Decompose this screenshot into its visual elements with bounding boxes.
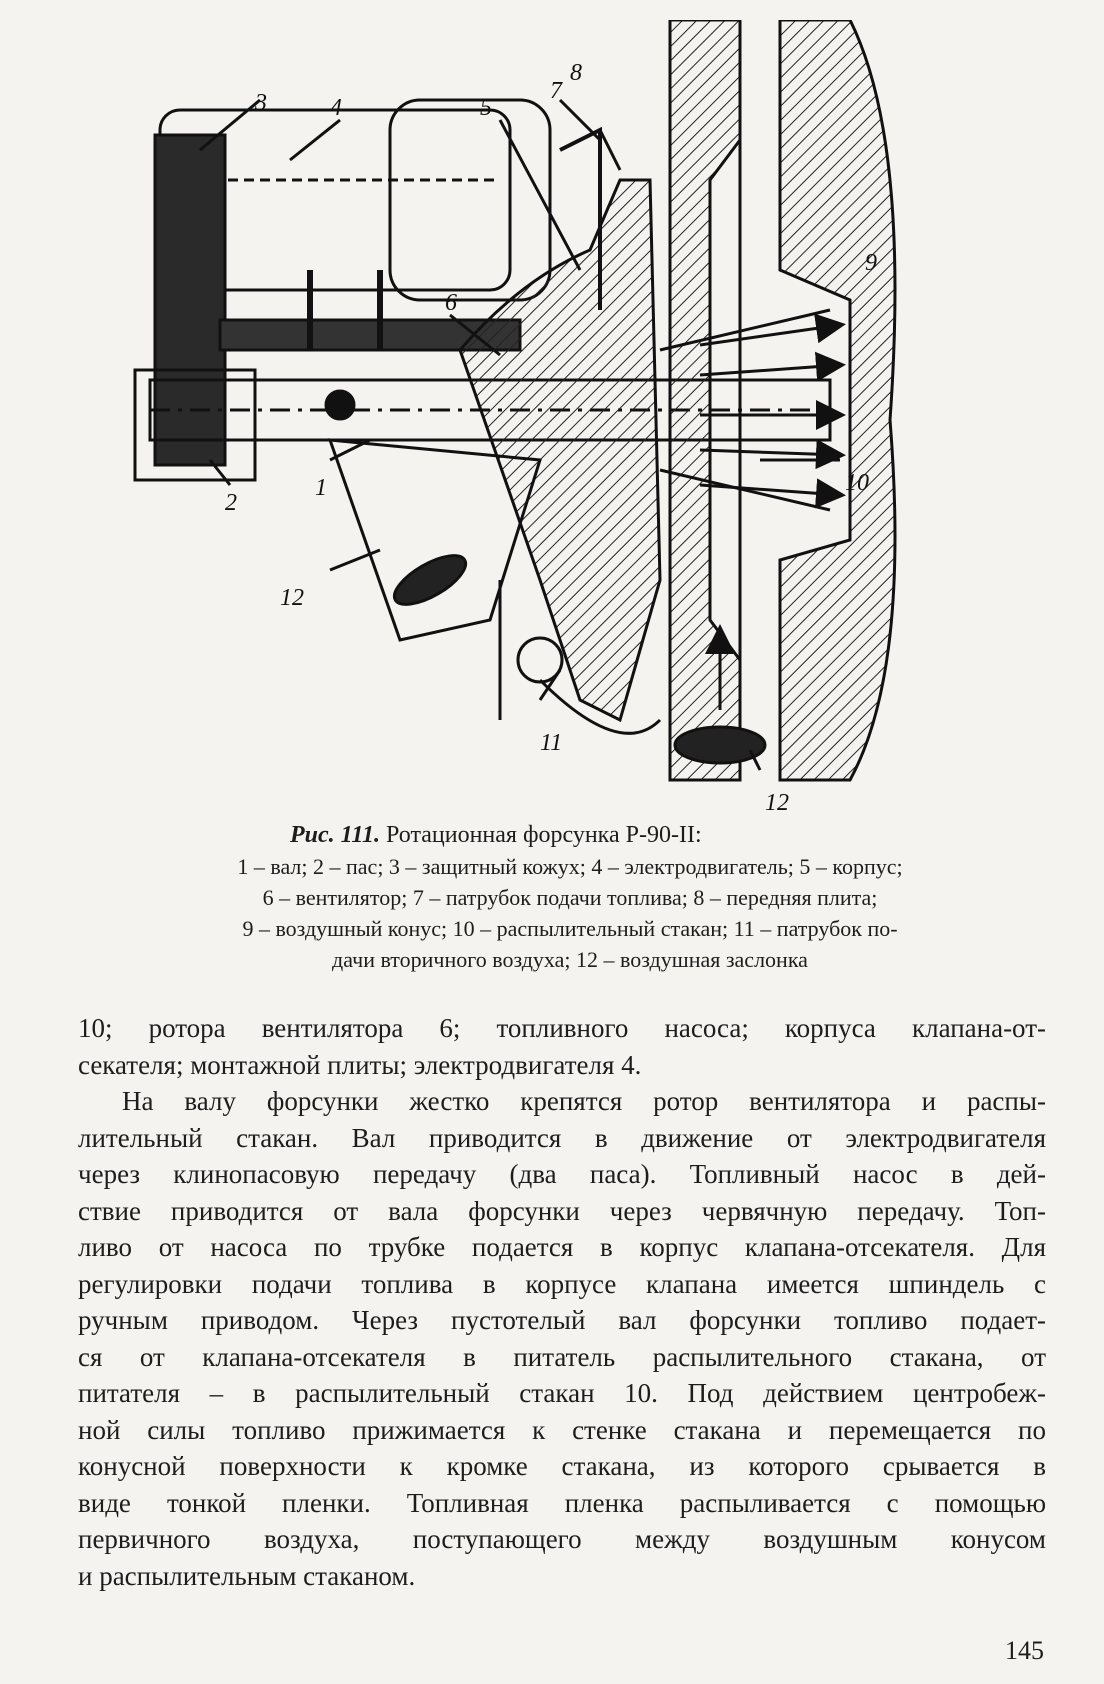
text-line: На валу форсунки жестко крепятся ротор вентилятора и распы- [122,1086,1046,1116]
text-line: секателя; монтажной плиты; электродвигателя 4. [78,1049,642,1080]
text-line: ной силы топливо прижимается к стенке стакана и перемещается по [78,1414,1046,1445]
figure-label-12b: 12 [765,790,789,816]
figure-caption [140,820,1000,975]
text-line: питателя – в распылительный стакан 10. Под действием центробеж- [78,1378,1046,1408]
figure-label-9: 9 [865,250,877,276]
figure-label-8: 8 [570,60,582,86]
fan-housing [460,180,660,720]
body-text [78,1010,1046,1594]
caption-line: 9 – воздушный конус; 10 – распылительный стакан; 11 – патрубок по- [242,916,898,941]
figure-label-6: 6 [445,290,457,316]
text-line: конусной поверхности к кромке стакана, из которого срывается в [78,1451,1046,1481]
paragraph-1 [78,1010,1046,1083]
figure-label-2: 2 [225,490,237,516]
text-line: ся от клапана-отсекателя в питатель распылительного стакана, от [78,1341,1046,1372]
air-damper [675,727,765,763]
figure-label-3: 3 [255,90,267,116]
paragraph-2 [78,1083,1046,1594]
caption-figure-number: Рис. 111. [290,822,381,848]
text-line: лительный стакан. Вал приводится в движение от электродвигателя [78,1122,1046,1153]
figure-label-5: 5 [480,95,492,121]
figure-label-1: 1 [315,475,327,501]
technical-drawing [60,20,1040,830]
belt-guard [155,135,225,465]
text-line: ствие приводится от вала форсунки через червячную передачу. Топ- [78,1195,1046,1226]
air-cone [780,20,895,780]
caption-line: 1 – вал; 2 – пас; 3 – защитный кожух; 4 – электродвигатель; 5 – корпус; [237,854,903,879]
text-line: 10; ротора вентилятора 6; топливного насоса; корпуса клапана-от- [78,1013,1046,1043]
figure-label-4: 4 [330,95,342,121]
text-line: и распылительным стаканом. [78,1560,416,1591]
air-damper-lower [387,546,472,614]
figure-label-7: 7 [550,78,562,104]
text-line: первичного воздуха, поступающего между воздушным конусом [78,1524,1046,1554]
page-number: 145 [1005,1636,1044,1665]
text-line: ливо от насоса по трубке подается в корпус клапана-отсекателя. Для [78,1232,1046,1262]
caption-title [140,820,1000,851]
drawing-lines [135,20,895,780]
caption-figure-name: Ротационная форсунка Р-90-II: [380,822,702,848]
text-line: ручным приводом. Через пустотелый вал форсунки топливо подает- [78,1305,1046,1335]
figure-label-12a: 12 [280,585,304,611]
text-line: регулировки подачи топлива в корпусе клапана имеется шпиндель с [78,1268,1046,1299]
text-line: виде тонкой пленки. Топливная пленка распыливается с помощью [78,1487,1046,1518]
figure-label-10: 10 [845,470,869,496]
motor-endcap [390,100,550,300]
caption-line: дачи вторичного воздуха; 12 – воздушная заслонка [332,947,808,972]
caption-line: 6 – вентилятор; 7 – патрубок подачи топлива; 8 – передняя плита; [262,885,878,910]
figure-label-11: 11 [540,730,563,756]
text-line: через клинопасовую передачу (два паса). Топливный насос в дей- [78,1159,1046,1189]
